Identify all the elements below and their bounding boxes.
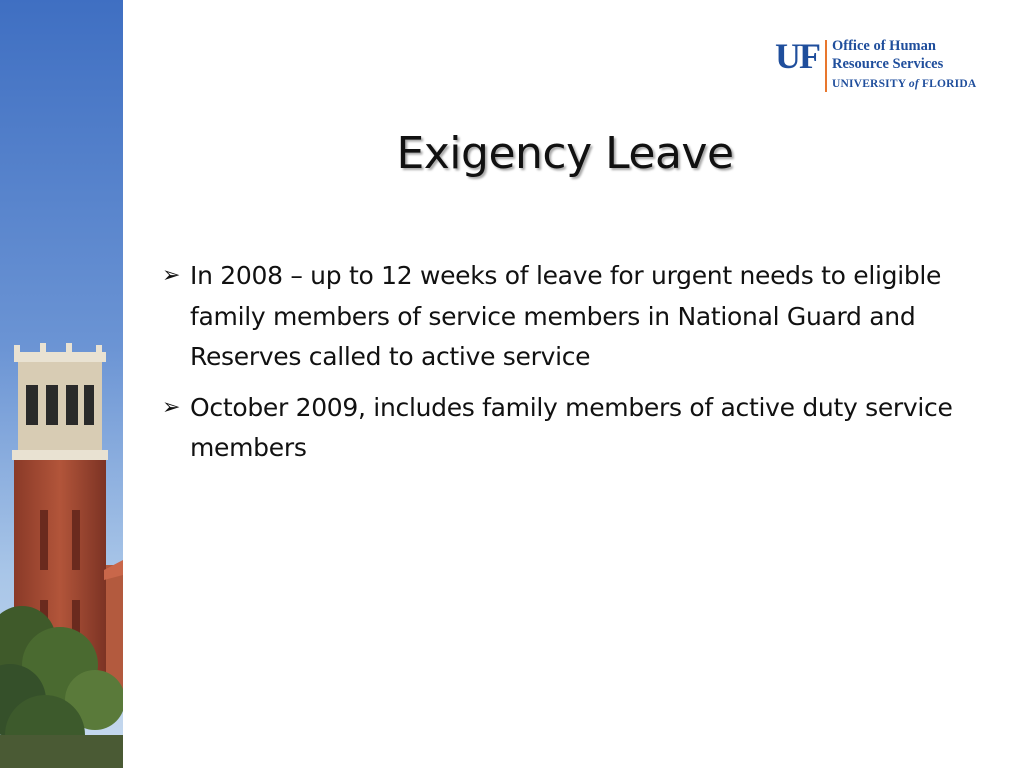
logo-divider [825, 40, 827, 92]
century-tower-photo [0, 0, 123, 768]
bullet-list [162, 256, 982, 479]
uf-hr-logo [775, 38, 995, 98]
logo-office-line: Office of Human [832, 38, 936, 54]
bullet-item-2008 [162, 256, 982, 378]
logo-university-line [832, 78, 976, 90]
arrowhead-bullet-icon: ➢ [162, 394, 181, 420]
arrowhead-bullet-icon: ➢ [162, 263, 181, 288]
logo-florida-word: FLORIDA [921, 78, 977, 90]
bullet-item-2009 [162, 388, 982, 469]
logo-university-word: UNIVERSITY [832, 78, 906, 90]
bullet-text: In 2008 – up to 12 weeks of leave for urgent needs to eligible family members of service members in National Guard and Reserves called to active service [190, 261, 942, 371]
bullet-text: October 2009, includes family members of active duty service members [190, 392, 953, 462]
logo-resource-line: Resource Services [832, 56, 944, 72]
uf-logo-mark: UF [775, 36, 819, 76]
logo-of-word: of [908, 78, 919, 90]
slide-title: Exigency Leave [396, 128, 734, 179]
